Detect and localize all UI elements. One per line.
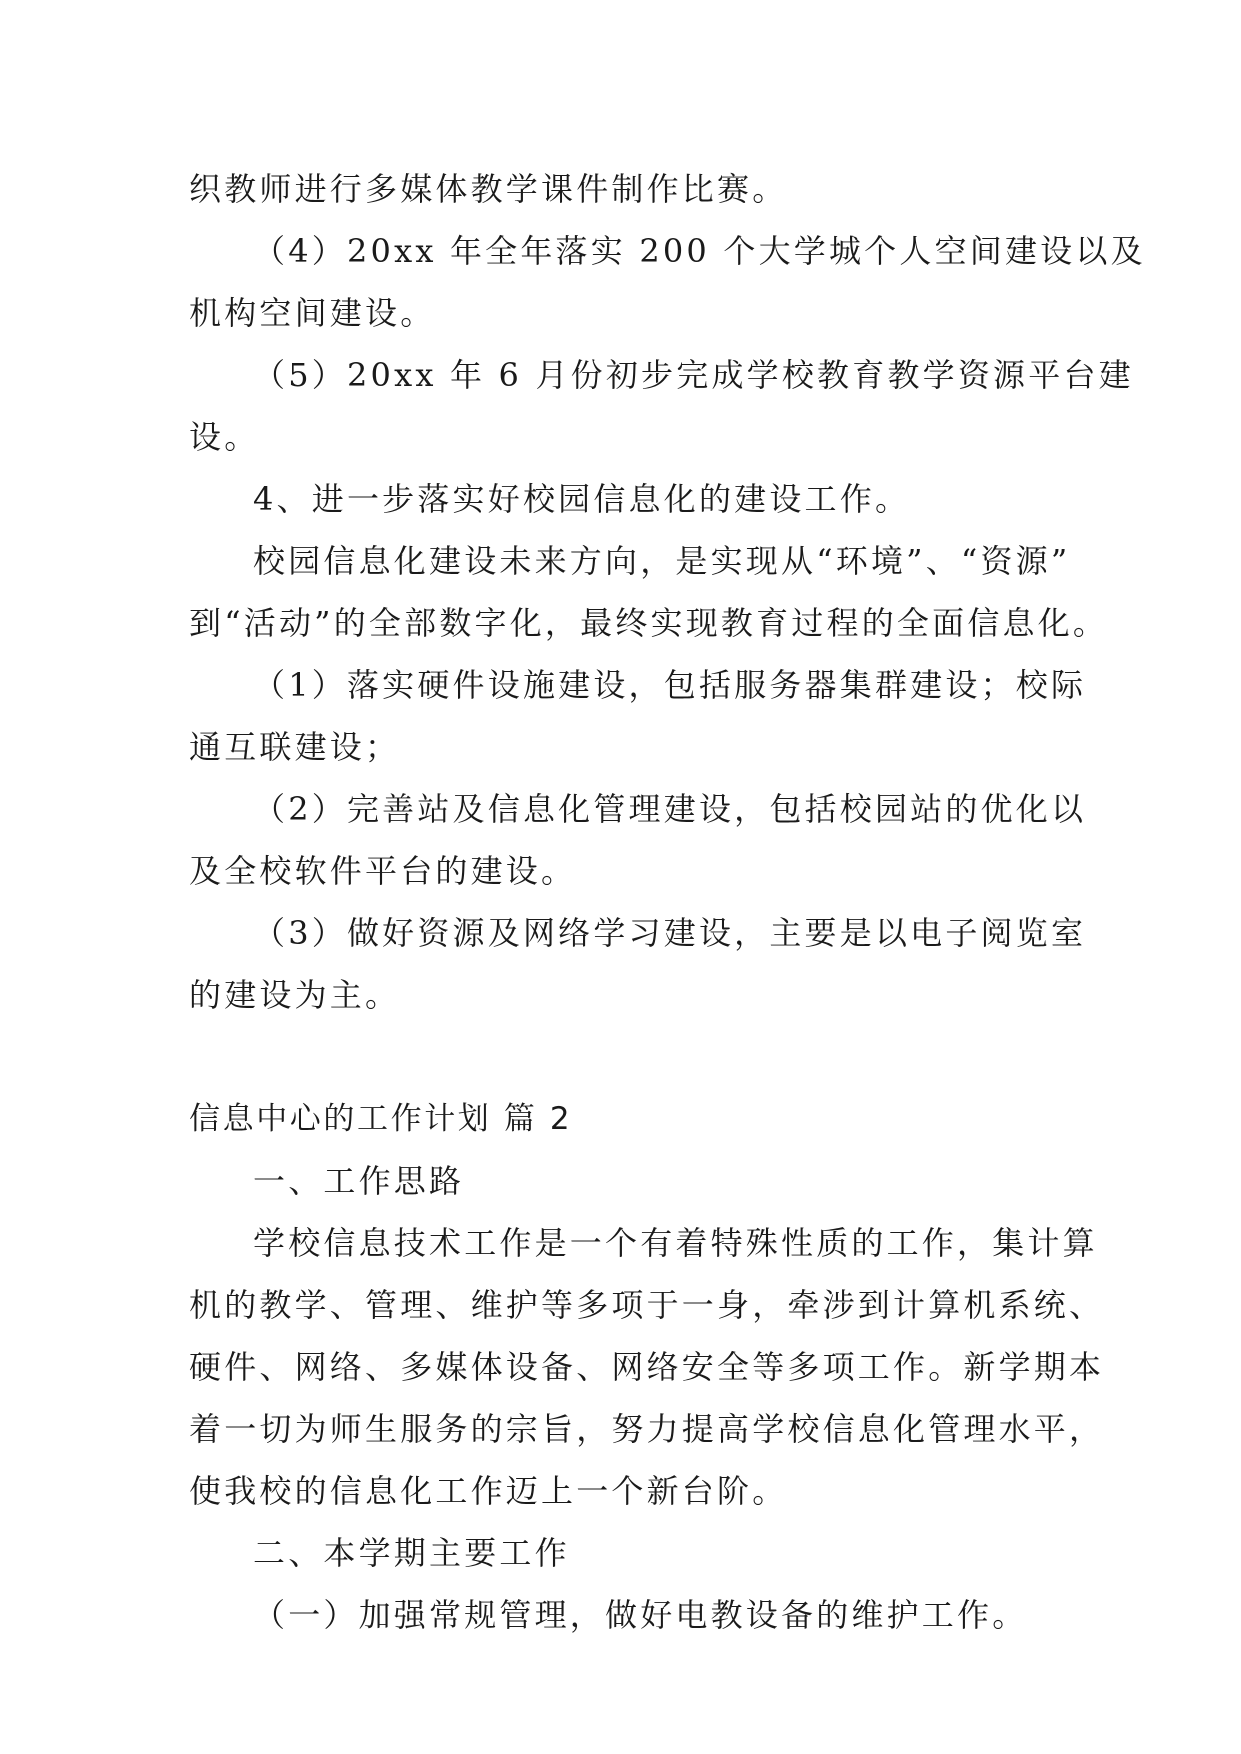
- paragraph-line: 学校信息技术工作是一个有着特殊性质的工作，集计算: [253, 1224, 1098, 1262]
- paragraph-line: 校园信息化建设未来方向，是实现从“环境”、“资源”: [253, 542, 1071, 580]
- text-line: 织教师进行多媒体教学课件制作比赛。: [189, 170, 788, 208]
- text-line: 通互联建设；: [189, 728, 401, 766]
- text-line: 机的教学、管理、维护等多项于一身，牵涉到计算机系统、: [189, 1286, 1105, 1324]
- text-line: 到“活动”的全部数字化，最终实现教育过程的全面信息化。: [189, 604, 1109, 642]
- text-line: 机构空间建设。: [189, 294, 436, 332]
- list-item-first: （一）加强常规管理，做好电教设备的维护工作。: [253, 1596, 1028, 1634]
- text-line: 设。: [189, 418, 260, 456]
- section-heading: 信息中心的工作计划 篇 2: [189, 1101, 573, 1137]
- section-item-4: 4、进一步落实好校园信息化的建设工作。: [253, 480, 911, 518]
- text-line: 使我校的信息化工作迈上一个新台阶。: [189, 1472, 788, 1510]
- text-line: 及全校软件平台的建设。: [189, 852, 577, 890]
- subheading-work-approach: 一、工作思路: [253, 1162, 465, 1200]
- list-item-5: （5）20xx 年 6 月份初步完成学校教育教学资源平台建: [253, 356, 1134, 394]
- list-item-2: （2）完善站及信息化管理建设，包括校园站的优化以: [253, 790, 1087, 828]
- document-body: [189, 158, 1146, 1646]
- text-line: 硬件、网络、多媒体设备、网络安全等多项工作。新学期本: [189, 1348, 1105, 1386]
- subheading-main-work: 二、本学期主要工作: [253, 1534, 570, 1572]
- list-item-1: （1）落实硬件设施建设，包括服务器集群建设；校际: [253, 666, 1087, 704]
- list-item-4: （4）20xx 年全年落实 200 个大学城个人空间建设以及: [253, 232, 1146, 270]
- section-spacer: [189, 1026, 1051, 1088]
- text-line: 的建设为主。: [189, 976, 401, 1014]
- text-line: 着一切为师生服务的宗旨，努力提高学校信息化管理水平，: [189, 1410, 1105, 1448]
- list-item-3: （3）做好资源及网络学习建设，主要是以电子阅览室: [253, 914, 1087, 952]
